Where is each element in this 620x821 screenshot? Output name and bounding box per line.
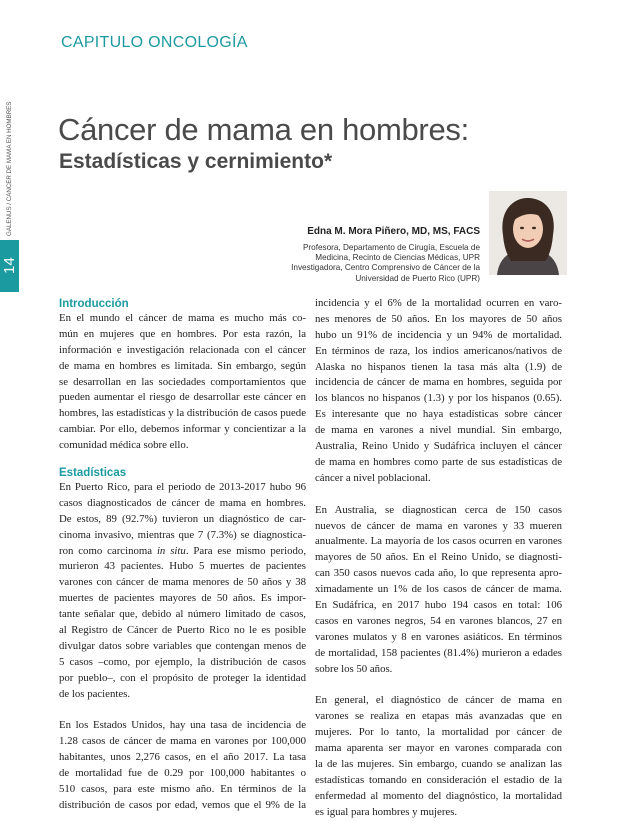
text-line: Es interesante que no haya estadísticas sobre cáncer xyxy=(315,408,562,421)
text-line: ximadamente un 1% de los casos de cáncer de mama. xyxy=(315,583,562,596)
text-line: can 350 casos nuevos cada año, lo que representa apro- xyxy=(315,567,562,580)
text-line: varones mulatos y 8 en varones asiáticos. En términos xyxy=(315,630,562,643)
stats-heading: Estadísticas xyxy=(59,467,127,480)
text-line: al Registro de Cáncer de Puerto Rico no le es posible xyxy=(59,624,306,637)
text-line: los blancos no hispanos (1.3) y por los hispanos (0.65). xyxy=(315,392,562,405)
text-line: En general, el diagnóstico de cáncer de mama en xyxy=(315,694,562,707)
text-line: En Puerto Rico, para el periodo de 2013-2017 hubo 96 xyxy=(59,481,306,494)
text-line: incidencia y el 6% de la mortalidad ocurren en varo- xyxy=(315,297,562,309)
affiliation-line: Profesora, Departamento de Cirugía, Escuela de xyxy=(302,243,480,252)
text-line: cinoma invasivo, mientras que 7 (7.3%) se diagnostica- xyxy=(59,528,306,541)
author-photo xyxy=(489,191,567,275)
text-line: de los pacientes. xyxy=(59,687,131,700)
affiliation-line: Investigadora, Centro Comprensivo de Cáncer de la xyxy=(291,263,480,273)
text-line: hombres, las estadísticas y la distribución de casos puede xyxy=(59,407,306,420)
text-line: enfermedad al momento del diagnóstico, la mortalidad xyxy=(315,789,562,802)
right-column xyxy=(315,296,562,821)
article-title: Cáncer de mama en hombres: xyxy=(58,112,469,147)
text-line: sobre los 50 años. xyxy=(315,662,393,675)
stats-paragraph-pr xyxy=(59,480,306,702)
text-line: cambiar. Por ello, debemos informar y concientizar a la xyxy=(59,423,306,436)
text-line: ron como carcinoma in situ. Para ese mismo periodo, xyxy=(59,544,307,557)
text-line: varones se realiza en etapas más avanzadas que en xyxy=(315,710,562,723)
text-line: cáncer a nivel poblacional. xyxy=(315,471,431,484)
text-line: de mortalidad, 158 pacientes (81.4%) murieron a edades xyxy=(315,646,562,659)
author-name: Edna M. Mora Piñero, MD, MS, FACS xyxy=(307,226,480,237)
text-line: De estos, 89 (92.7%) tuvieron un diagnóstico de car- xyxy=(59,512,306,525)
text-line: En Australia, se diagnostican cerca de 150 casos xyxy=(315,503,562,516)
text-line: nes menores de 50 años. En los mayores de 50 años xyxy=(315,312,562,325)
text-line: mama aparenta ser mayor en varones comparada con xyxy=(315,742,562,755)
text-line: muertes de pacientes mayores de 50 años. Es impor- xyxy=(59,592,306,605)
text-line: de mama en hombres es limitada. Sin embargo, según xyxy=(59,359,306,372)
text-line: comunidad médica sobre ello. xyxy=(59,439,189,452)
left-column xyxy=(59,297,306,814)
text-line: anualmente. La mayoría de los casos ocurren en varones xyxy=(315,535,562,548)
text-line: En Sudáfrica, en 2017 hubo 194 casos en total: 106 xyxy=(315,599,562,612)
text-line: 510 casos, para este mismo año. En términos de la xyxy=(59,783,306,796)
text-line: es igual para hombres y mujeres. xyxy=(315,805,458,818)
text-line: murieron 43 pacientes. Hubo 5 muertes de pacientes xyxy=(59,560,306,573)
text-line: 1.28 casos de cáncer de mama en varones por 100,000 xyxy=(59,735,306,748)
text-line: de mortalidad fue de 0.29 por 100,000 habitantes o xyxy=(59,767,306,780)
text-line: se desarrollan en las sociedades comportamientos que xyxy=(59,375,306,388)
text-line: hubo un 91% de incidencia y un 94% de mortalidad. xyxy=(315,328,562,341)
text-line: En términos de raza, los indios americanos/nativos de xyxy=(315,344,562,357)
affiliation-line: Universidad de Puerto Rico (UPR) xyxy=(355,273,480,283)
text-line: mún en mujeres que en hombres. Por esta razón, la xyxy=(59,327,306,340)
text-line: tante señalar que, debido al número limitado de casos, xyxy=(59,608,306,621)
text-line: la de las mujeres. Sin embargo, cuando se analizan las xyxy=(315,758,562,771)
text-line: mujeres. Por lo tanto, la mortalidad por cáncer de xyxy=(315,726,562,739)
running-head: GALENUS / CÁNCER DE MAMA EN HOMBRES xyxy=(6,101,13,236)
text-line: mayores de 50 años. En el Reino Unido, se diagnosti- xyxy=(315,551,562,564)
text-line: habitantes, unos 2,276 casos, en el año 2017. La tasa xyxy=(59,751,306,764)
text-line: casos en varones negros, 54 en varones blancos, 27 en xyxy=(315,614,562,627)
text-line: En el mundo el cáncer de mama es mucho más co- xyxy=(59,312,306,324)
paragraph-race-stats xyxy=(315,296,562,487)
text-line: estadísticas tomando en consideración el estadio de la xyxy=(315,773,562,786)
text-line: de mama en varones a nivel mundial. Sin embargo, xyxy=(315,424,562,437)
page-number: 14 xyxy=(1,257,18,275)
text-line: información e investigación relacionada con el cáncer xyxy=(59,343,306,356)
author-affiliation xyxy=(270,243,480,284)
text-line: nuevos de cáncer de mama en varones y 33 mueren xyxy=(315,519,562,532)
text-line: En los Estados Unidos, hay una tasa de incidencia de xyxy=(59,719,306,732)
article-subtitle: Estadísticas y cernimiento* xyxy=(59,150,333,173)
text-line: casos diagnosticados de cáncer de mama en hombres. xyxy=(59,496,306,509)
intro-paragraph xyxy=(59,311,306,454)
intro-heading: Introducción xyxy=(59,298,129,310)
affiliation-line: Medicina, Recinto de Ciencias Médicas, UPR xyxy=(315,253,480,263)
text-line: pueden aumentar el riesgo de desarrollar este cáncer en xyxy=(59,391,306,404)
text-line: Australia, Reino Unido y Sudáfrica incluyen el cáncer xyxy=(315,440,562,453)
text-line: varones con cáncer de mama menores de 50 años y 38 xyxy=(59,576,306,589)
author-portrait-image xyxy=(489,191,567,275)
text-line: Alaska no hispanos tienen la tasa más alta (1.9) de xyxy=(315,360,562,373)
stats-paragraph-us xyxy=(59,718,306,813)
text-line: divulgar datos sobre variables que contengan menos de xyxy=(59,639,306,652)
text-line: incidencia de cáncer de mama en hombres, seguida por xyxy=(315,376,562,389)
text-line: distribución de casos por edad, vemos que el 9% de la xyxy=(59,798,306,811)
text-line: de mama en hombres como parte de sus estadísticas de xyxy=(315,455,562,468)
section-kicker: CAPITULO ONCOLOGÍA xyxy=(61,34,248,51)
text-line: 5 casos –como, por ejemplo, la distribución de casos xyxy=(59,655,306,668)
paragraph-international-stats xyxy=(315,503,562,678)
text-line: por pueblo–, con el propósito de proteger la identidad xyxy=(59,671,306,684)
